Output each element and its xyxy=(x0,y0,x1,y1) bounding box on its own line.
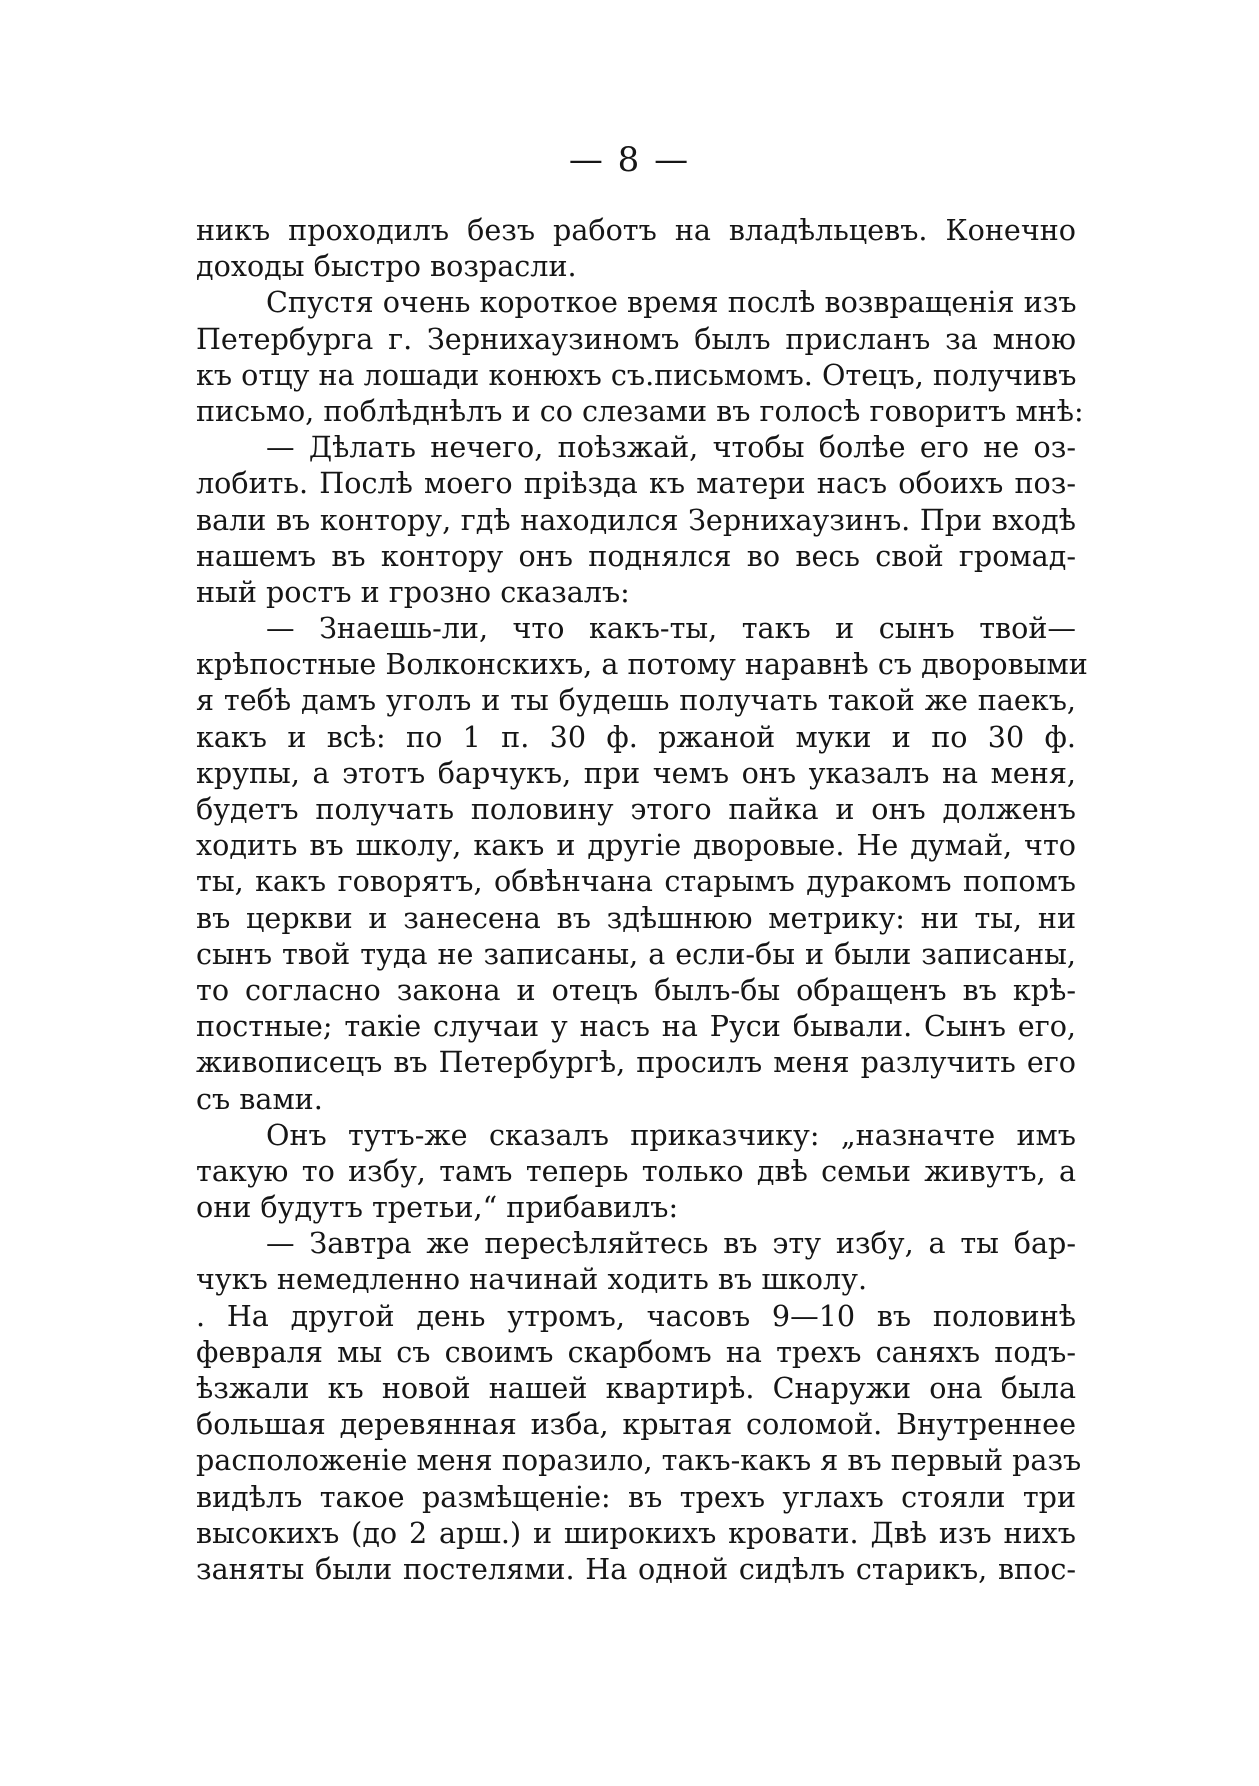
text-line: — Дѣлать нечего, поѣзжай, чтобы болѣе его не оз- xyxy=(266,430,1076,465)
text-line: я тебѣ дамъ уголъ и ты будешь получать такой же паекъ, xyxy=(196,683,1076,718)
text-line: Петербурга г. Зернихаузиномъ былъ присланъ за мною xyxy=(196,321,1076,356)
text-line: то согласно закона и отецъ былъ-бы обращенъ въ крѣ- xyxy=(196,972,1076,1007)
text-line: въ церкви и занесена въ здѣшнюю метрику: ни ты, ни xyxy=(196,900,1076,935)
text-line: съ вами. xyxy=(196,1081,323,1116)
text-line: . На другой день утромъ, часовъ 9—10 въ половинѣ xyxy=(196,1298,1076,1333)
text-line: къ отцу на лошади конюхъ съ.письмомъ. Отецъ, получивъ xyxy=(196,357,1077,392)
text-line: ный ростъ и грозно сказалъ: xyxy=(196,574,630,609)
text-line: заняты были постелями. На одной сидѣлъ старикъ, впос- xyxy=(196,1551,1076,1586)
text-line: лобить. Послѣ моего пріѣзда къ матери насъ обоихъ поз- xyxy=(196,466,1076,501)
text-line: февраля мы съ своимъ скарбомъ на трехъ саняхъ подъ- xyxy=(196,1334,1076,1369)
text-line: высокихъ (до 2 арш.) и широкихъ кровати. Двѣ изъ нихъ xyxy=(196,1515,1076,1550)
text-line: они будутъ третьи,“ прибавилъ: xyxy=(196,1190,679,1225)
text-line: письмо, поблѣднѣлъ и со слезами въ голосѣ говоритъ мнѣ: xyxy=(196,393,1084,428)
text-line: такую то избу, тамъ теперь только двѣ семьи живутъ, а xyxy=(196,1153,1076,1188)
text-line: крѣпостные Волконскихъ, а потому наравнѣ съ дворовыми xyxy=(196,647,1088,682)
text-line: — Завтра же пересѣляйтесь въ эту избу, а ты бар- xyxy=(266,1226,1076,1261)
text-line: нашемъ въ контору онъ поднялся во весь свой громад- xyxy=(196,538,1076,573)
text-line: расположеніе меня поразило, такъ-какъ я въ первый разъ xyxy=(196,1443,1082,1478)
text-line: ты, какъ говорятъ, обвѣнчана старымъ дуракомъ попомъ xyxy=(196,864,1076,899)
text-line: большая деревянная изба, крытая соломой. Внутреннее xyxy=(196,1407,1076,1442)
text-line: будетъ получать половину этого пайка и онъ долженъ xyxy=(196,792,1076,826)
text-line: какъ и всѣ: по 1 п. 30 ф. ржаной муки и по 30 ф. xyxy=(196,719,1076,754)
text-line: сынъ твой туда не записаны, а если-бы и были записаны, xyxy=(196,936,1076,971)
text-line: чукъ немедленно начинай ходить въ школу. xyxy=(196,1262,868,1297)
text-line: крупы, а этотъ барчукъ, при чемъ онъ указалъ на меня, xyxy=(196,755,1076,790)
text-line: Онъ тутъ-же сказалъ приказчику: „назначте имъ xyxy=(266,1117,1076,1152)
text-line: ходить въ школу, какъ и другіе дворовые. Не думай, что xyxy=(196,828,1076,863)
text-line: Спустя очень короткое время послѣ возвращенія изъ xyxy=(266,285,1077,320)
text-line: видѣлъ такое размѣщеніе: въ трехъ углахъ стояли три xyxy=(196,1479,1076,1514)
page-number: — 8 — xyxy=(568,140,691,180)
text-line: вали въ контору, гдѣ находился Зернихаузинъ. При входѣ xyxy=(196,502,1076,537)
text-line: постные; такіе случаи у насъ на Руси бывали. Сынъ его, xyxy=(196,1009,1076,1044)
text-line: никъ проходилъ безъ работъ на владѣльцевъ. Конечно xyxy=(196,213,1076,247)
text-line: — Знаешь-ли, что какъ-ты, такъ и сынъ твой— xyxy=(266,611,1076,646)
body-text xyxy=(196,212,1088,1587)
text-line: ѣзжали къ новой нашей квартирѣ. Снаружи она была xyxy=(196,1371,1076,1405)
text-line: доходы быстро возрасли. xyxy=(196,249,577,284)
text-line: живописецъ въ Петербургѣ, просилъ меня разлучить его xyxy=(196,1045,1076,1080)
